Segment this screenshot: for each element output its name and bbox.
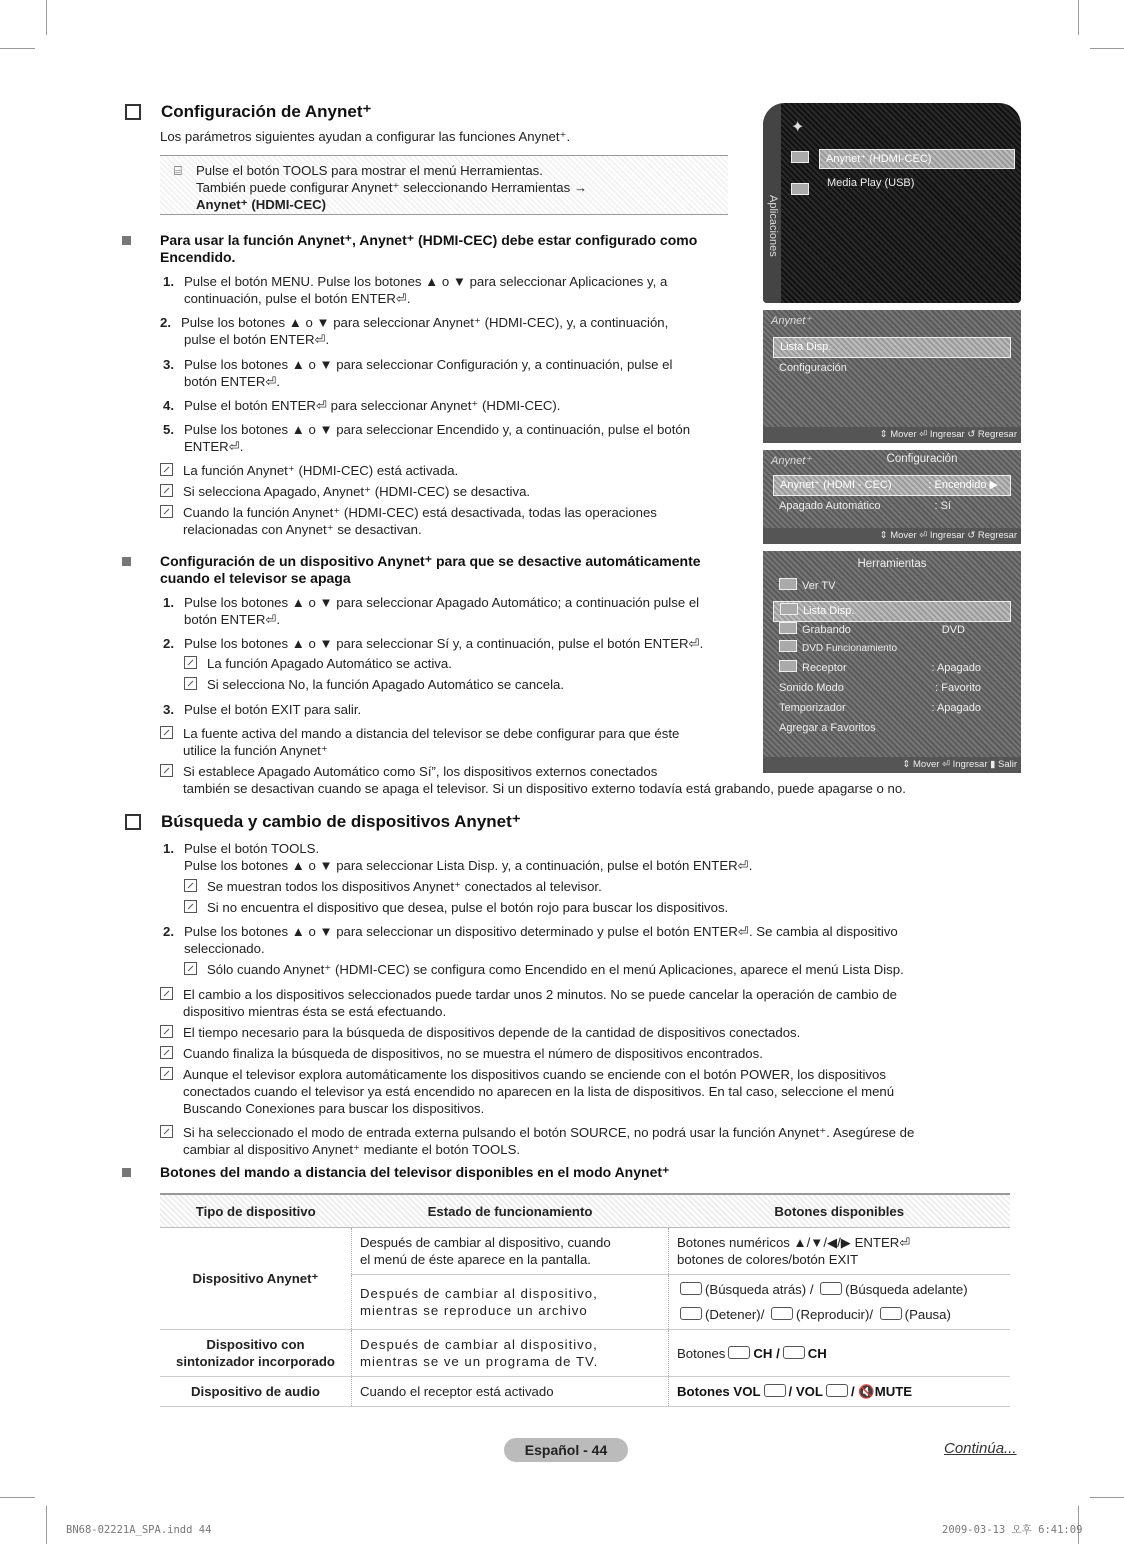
table-cell: Dispositivo Anynet⁺ (160, 1228, 352, 1330)
note: Si no encuentra el dispositivo que desea, pulse el botón rojo para buscar los dispositivos. (184, 899, 728, 916)
menu-item-device-list[interactable]: Lista Disp. (773, 337, 1011, 358)
setting-anynet[interactable]: Anynet⁺ (HDMI - CEC) : Encendido ▶ (773, 475, 1011, 496)
rewind-key-icon (680, 1282, 702, 1295)
note: conectados cuando el televisor ya está encendido no aparecen en la lista de dispositivos. En tal caso, seleccione el menú (183, 1084, 895, 1099)
tool-item[interactable]: Receptor : Apagado (773, 659, 1011, 678)
tv-screen-setup (763, 450, 1021, 544)
note: Sólo cuando Anynet⁺ (HDMI-CEC) se configura como Encendido en el menú Aplicaciones, aparece el menú Lista Disp. (184, 961, 904, 978)
menu-item-anynet[interactable]: Anynet⁺ (HDMI-CEC) (819, 149, 1015, 169)
section-title: Búsqueda y cambio de dispositivos Anynet⁺ (125, 813, 521, 830)
note-icon (160, 1046, 173, 1059)
tip-line: Pulse el botón TOOLS para mostrar el menú Herramientas. (196, 163, 543, 178)
table-cell: Dispositivo de audio (160, 1377, 352, 1407)
bullet-icon (122, 557, 131, 566)
app-icon (791, 151, 814, 168)
subheading: Encendido. (160, 249, 236, 265)
table-row (160, 1228, 1010, 1275)
note: Buscando Conexiones para buscar los dispositivos. (183, 1101, 485, 1116)
pause-key-icon (880, 1307, 902, 1320)
screen-footer: ⇕ Mover ⏎ Ingresar ↺ Regresar (763, 528, 1021, 544)
subheading: Para usar la función Anynet⁺, Anynet⁺ (HDMI-CEC) debe estar configurado como (160, 232, 697, 249)
step-text: Pulse los botones ▲ o ▼ para seleccionar Lista Disp. y, a continuación, pulse el botón ENTER⏎. (184, 858, 753, 873)
note-icon (160, 463, 173, 476)
table-cell: Cuando el receptor está activado (352, 1377, 669, 1407)
note-icon (160, 484, 173, 497)
tv-screen-anynet (763, 310, 1021, 443)
print-filename: BN68-02221A_SPA.indd 44 (66, 1524, 212, 1536)
table-cell: Después de cambiar al dispositivo, mientras se reproduce un archivo (352, 1275, 669, 1330)
tool-item[interactable]: DVD Funcionamiento (773, 639, 1011, 658)
note: Cuando finaliza la búsqueda de dispositivos, no se muestra el número de dispositivos encontrados. (160, 1045, 763, 1062)
tv-screen-tools (763, 551, 1021, 773)
note-icon (160, 1067, 173, 1080)
crop-mark (1090, 1497, 1124, 1498)
note: El tiempo necesario para la búsqueda de dispositivos depende de la cantidad de dispositivos conectados. (160, 1024, 800, 1041)
tv-screen-applications (763, 103, 1021, 303)
channel-down-key-icon (783, 1346, 805, 1359)
note: utilice la función Anynet⁺ (183, 743, 328, 758)
subheading: Configuración de un dispositivo Anynet⁺ para que se desactive automáticamente (160, 553, 701, 570)
note-icon (160, 505, 173, 518)
section-title: Configuración de Anynet⁺ (125, 103, 371, 120)
screen-footer: ⇕ Mover ⏎ Ingresar ▮ Salir (763, 757, 1021, 773)
tool-item[interactable]: Grabando DVD (773, 621, 1011, 640)
table-header: Tipo de dispositivo (160, 1194, 352, 1228)
table-cell: Botones numéricos ▲/▼/◀/▶ ENTER⏎ botones de colores/botón EXIT (669, 1228, 1011, 1275)
bullet-icon (122, 236, 131, 245)
crop-mark (1090, 48, 1124, 49)
checkbox-icon (125, 104, 141, 120)
tool-item[interactable]: Temporizador : Apagado (779, 702, 981, 714)
anynet-logo: Anynet⁺ (771, 315, 812, 327)
note: Si selecciona No, la función Apagado Automático se cancela. (184, 676, 564, 693)
tools-icon: ⌸ (174, 163, 182, 178)
forward-key-icon (820, 1282, 842, 1295)
channel-up-key-icon (728, 1346, 750, 1359)
stop-key-icon (680, 1307, 702, 1320)
note-icon (160, 1125, 173, 1138)
note: dispositivo mientras ésta se está efectuando. (183, 1004, 447, 1019)
checkbox-icon (125, 814, 141, 830)
table-cell: Botones VOL / VOL / 🔇MUTE (669, 1377, 1011, 1407)
crop-mark (0, 48, 35, 49)
side-tab: Aplicaciones (763, 103, 781, 303)
note: La función Apagado Automático se activa. (184, 655, 452, 672)
table-cell: Después de cambiar al dispositivo, cuando el menú de éste aparece en la pantalla. (352, 1228, 669, 1275)
table-header-row (160, 1194, 1010, 1228)
note: Si establece Apagado Automático como Sí”, los dispositivos externos conectados (160, 763, 657, 780)
app-icon (791, 183, 814, 200)
tool-item[interactable]: Lista Disp. (773, 601, 1011, 622)
table-header: Botones disponibles (669, 1194, 1011, 1228)
crop-mark (46, 1506, 47, 1544)
continue-link[interactable]: Continúa... (944, 1440, 1017, 1457)
menu-item-setup[interactable]: Configuración (779, 362, 847, 374)
note-icon (184, 677, 197, 690)
remote-buttons-table (160, 1193, 1010, 1407)
note: Cuando la función Anynet⁺ (HDMI-CEC) está desactivada, todas las operaciones (160, 504, 657, 521)
screen-title: Configuración (886, 453, 958, 465)
note-icon (160, 987, 173, 1000)
note: Se muestran todos los dispositivos Anynet⁺ conectados al televisor. (184, 878, 602, 895)
tip-line: Anynet⁺ (HDMI-CEC) (196, 197, 327, 212)
step-text: seleccionado. (184, 941, 265, 956)
table-cell: Después de cambiar al dispositivo, mientras se ve un programa de TV. (352, 1330, 669, 1377)
table-header: Estado de funcionamiento (352, 1194, 669, 1228)
note-icon (184, 656, 197, 669)
page-number: Español - 44 (504, 1438, 628, 1462)
note: La fuente activa del mando a distancia del televisor se debe configurar para que éste (160, 725, 679, 742)
bullet-icon (122, 1168, 131, 1177)
play-key-icon (771, 1307, 793, 1320)
note-icon (160, 764, 173, 777)
table-cell: Botones CH / CH (669, 1330, 1011, 1377)
note: El cambio a los dispositivos seleccionados puede tardar unos 2 minutos. No se puede cancelar la operación de cambio de (160, 986, 897, 1003)
tip-box (160, 155, 728, 215)
note: también se desactivan cuando se apaga el televisor. Si un dispositivo externo todavía está grabando, puede apagarse o no. (183, 781, 906, 796)
print-date: 2009-03-13 오후 6:41:09 (942, 1524, 1083, 1536)
note: relacionadas con Anynet⁺ se desactivan. (183, 522, 422, 537)
subheading: Botones del mando a distancia del televisor disponibles en el modo Anynet⁺ (160, 1164, 669, 1181)
anynet-logo: Anynet⁺ (771, 455, 812, 467)
setting-auto-off[interactable]: Apagado Automático : Sí (779, 500, 951, 512)
crop-mark (46, 0, 47, 35)
note-icon (184, 900, 197, 913)
screen-footer: ⇕ Mover ⏎ Ingresar ↺ Regresar (763, 427, 1021, 443)
note-icon (184, 962, 197, 975)
tip-line: También puede configurar Anynet⁺ seleccionando Herramientas → (196, 180, 588, 195)
table-row (160, 1330, 1010, 1377)
note-icon (184, 879, 197, 892)
tool-item[interactable]: Agregar a Favoritos (779, 722, 876, 734)
table-row (160, 1377, 1010, 1407)
table-cell: Dispositivo con sintonizador incorporado (160, 1330, 352, 1377)
note: Aunque el televisor explora automáticamente los dispositivos cuando se enciende con el botón POWER, los dispositivos (160, 1066, 886, 1083)
note: Si ha seleccionado el modo de entrada externa pulsando el botón SOURCE, no podrá usar la función Anynet⁺. Asegúrese de (160, 1124, 914, 1141)
menu-item-mediaplay[interactable]: Media Play (USB) (827, 177, 915, 189)
note-icon (160, 726, 173, 739)
screen-title: Herramientas (857, 558, 927, 570)
tool-item[interactable]: Sonido Modo : Favorito (779, 682, 981, 694)
volume-down-key-icon (826, 1384, 848, 1397)
note: La función Anynet⁺ (HDMI-CEC) está activada. (160, 462, 458, 479)
table-cell: (Búsqueda atrás) / (Búsqueda adelante) (Detener)/ (Reproducir)/ (Pausa) (669, 1275, 1011, 1330)
volume-up-key-icon (764, 1384, 786, 1397)
crop-mark (1078, 0, 1079, 35)
tool-item[interactable]: Ver TV (773, 577, 1011, 596)
note: Si selecciona Apagado, Anynet⁺ (HDMI-CEC) se desactiva. (160, 483, 530, 500)
applications-icon: ✦ (791, 119, 805, 136)
crop-mark (0, 1497, 35, 1498)
intro-text: Los parámetros siguientes ayudan a configurar las funciones Anynet⁺. (160, 129, 571, 144)
subheading: cuando el televisor se apaga (160, 570, 351, 586)
note: cambiar al dispositivo Anynet⁺ mediante el botón TOOLS. (183, 1142, 521, 1157)
note-icon (160, 1025, 173, 1038)
